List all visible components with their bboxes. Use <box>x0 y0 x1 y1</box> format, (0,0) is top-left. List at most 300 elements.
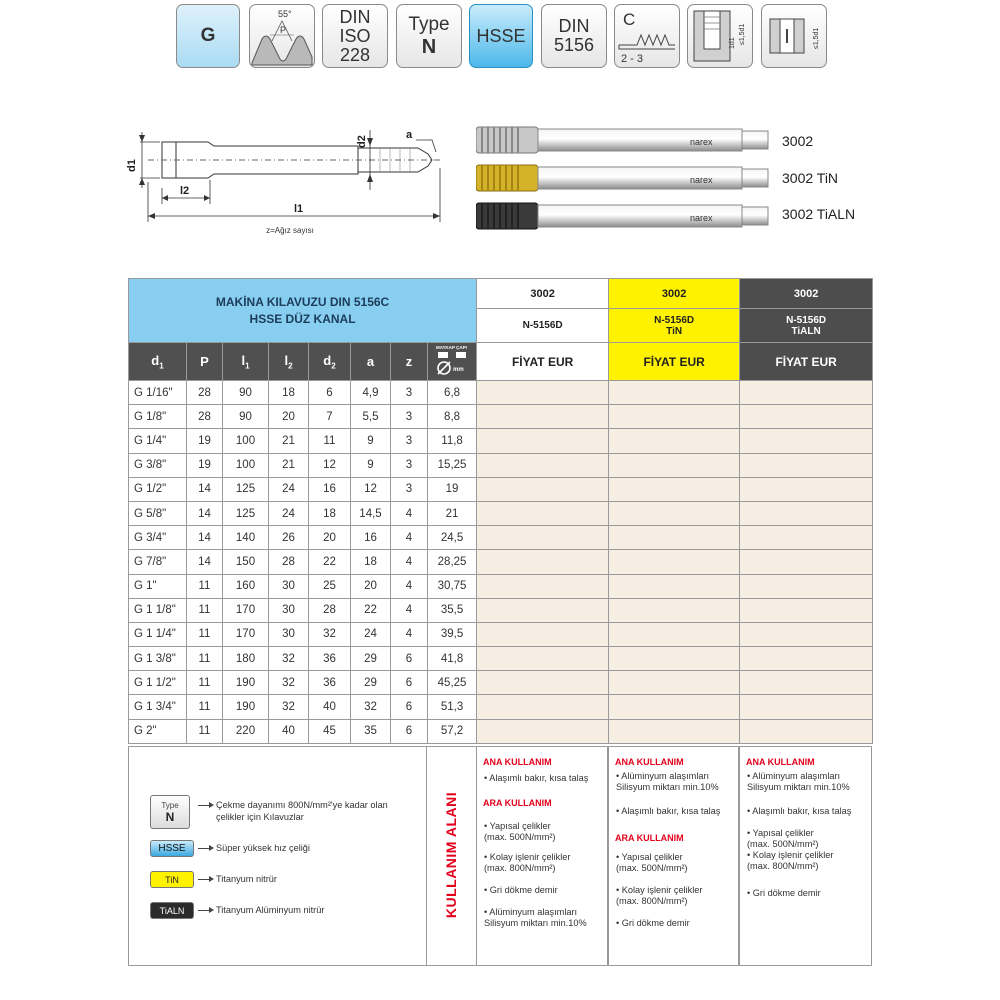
product-code-tialn: 3002 <box>740 279 873 309</box>
table-cell: 6 <box>391 719 428 743</box>
badge-through-hole <box>761 4 827 68</box>
table-cell: 30 <box>269 622 309 646</box>
table-cell: 32 <box>269 695 309 719</box>
usage-item: • Alüminyum alaşımları Silisyum miktarı min.10% <box>616 771 719 792</box>
dim-label-d1: d1 <box>126 159 138 172</box>
table-cell: 20 <box>269 405 309 429</box>
table-row <box>129 671 873 695</box>
price-cell <box>609 405 740 429</box>
table-cell: 4,9 <box>351 381 391 405</box>
table-cell: 19 <box>187 453 223 477</box>
table-cell: 4 <box>391 501 428 525</box>
legend-badge-type-n <box>150 795 190 829</box>
usage-item: • Gri dökme demir <box>616 918 690 928</box>
table-cell: 29 <box>351 671 391 695</box>
price-cell <box>477 574 609 598</box>
table-cell: 19 <box>428 477 477 501</box>
variant-plain-line1: N-5156D <box>522 320 563 331</box>
price-cell <box>609 526 740 550</box>
table-cell: 8,8 <box>428 405 477 429</box>
usage-item: • Alüminyum alaşımları Silisyum miktarı min.10% <box>484 907 587 928</box>
table-cell: G 7/8" <box>129 550 187 574</box>
usage-item: • Kolay işlenir çelikler (max. 800N/mm²) <box>747 850 834 871</box>
table-row <box>129 647 873 671</box>
tap-photo-tialn <box>476 203 768 229</box>
col-l2-main: l <box>284 352 289 368</box>
table-cell: G 1 1/2" <box>129 671 187 695</box>
badge-din-iso-label: DIN ISO 228 <box>339 6 371 65</box>
price-cell <box>609 477 740 501</box>
col-l1-main: l <box>241 352 246 368</box>
usage-column-plain <box>476 746 608 966</box>
table-cell: 3 <box>391 429 428 453</box>
legend-text-tin: Titanyum nitrür <box>216 874 277 884</box>
tap-label-3002-tin: 3002 TiN <box>782 170 839 186</box>
price-cell <box>609 647 740 671</box>
table-row <box>129 381 873 405</box>
table-row <box>129 550 873 574</box>
table-cell: G 3/8" <box>129 453 187 477</box>
table-cell: 3 <box>391 381 428 405</box>
hole1-dim-outer: ≤1,5d1 <box>739 23 746 45</box>
chamfer-range: 2 - 3 <box>621 53 644 65</box>
legend-arrow-4 <box>198 910 212 911</box>
table-cell: 100 <box>223 453 269 477</box>
usage-area-label: KULLANIM ALANI <box>443 791 459 919</box>
table-cell: 24 <box>351 622 391 646</box>
table-cell: 51,3 <box>428 695 477 719</box>
table-cell: 7 <box>309 405 351 429</box>
badge-din-5156 <box>541 4 607 68</box>
table-cell: 24,5 <box>428 526 477 550</box>
price-cell <box>609 429 740 453</box>
table-cell: 125 <box>223 501 269 525</box>
table-cell: 32 <box>309 622 351 646</box>
product-table <box>128 278 873 744</box>
price-cell <box>740 429 873 453</box>
table-cell: 26 <box>269 526 309 550</box>
col-l1-sub: 1 <box>245 361 250 371</box>
table-cell: 24 <box>269 477 309 501</box>
table-cell: 14,5 <box>351 501 391 525</box>
badge-hsse-label: HSSE <box>476 25 526 46</box>
table-cell: 90 <box>223 405 269 429</box>
price-cell <box>477 695 609 719</box>
dim-label-l2: l2 <box>180 185 190 197</box>
price-header-plain: FİYAT EUR <box>477 343 609 381</box>
badge-g-thread <box>176 4 240 68</box>
usage-item: • Alüminyum alaşımları Silisyum miktarı min.10% <box>747 771 850 792</box>
table-cell: G 1" <box>129 574 187 598</box>
hole2-dim: ≤1,5d1 <box>813 27 820 49</box>
table-cell: 41,8 <box>428 647 477 671</box>
thread-angle-label: 55° <box>278 9 292 19</box>
table-cell: G 3/4" <box>129 526 187 550</box>
legend-badge-type-label: Type <box>161 800 179 810</box>
usage-item: • Gri dökme demir <box>484 885 558 895</box>
legend-text-hsse: Süper yüksek hız çeliği <box>216 843 310 853</box>
chamfer-letter: C <box>623 10 636 29</box>
table-cell: 14 <box>187 550 223 574</box>
price-cell <box>477 598 609 622</box>
dim-label-d2: d2 <box>356 135 368 148</box>
table-cell: G 1/2" <box>129 477 187 501</box>
table-column-headers <box>129 343 873 381</box>
table-cell: 12 <box>351 477 391 501</box>
usage-item: • Alaşımlı bakır, kısa talaş <box>747 806 852 816</box>
price-cell <box>477 647 609 671</box>
table-cell: G 5/8" <box>129 501 187 525</box>
price-cell <box>740 622 873 646</box>
table-cell: 35 <box>351 719 391 743</box>
usage-item: • Yapısal çelikler (max. 500N/mm²) <box>484 821 556 842</box>
table-cell: 32 <box>351 695 391 719</box>
table-row <box>129 453 873 477</box>
price-cell <box>740 598 873 622</box>
table-cell: 29 <box>351 647 391 671</box>
tap-photo-tin <box>476 165 768 191</box>
price-cell <box>477 381 609 405</box>
table-cell: G 2" <box>129 719 187 743</box>
price-cell <box>477 550 609 574</box>
table-cell: 14 <box>187 477 223 501</box>
table-row <box>129 719 873 743</box>
badge-hsse <box>469 4 533 68</box>
usage-heading: ARA KULLANIM <box>615 833 684 843</box>
table-cell: 140 <box>223 526 269 550</box>
price-cell <box>740 405 873 429</box>
chamfer-icon <box>615 5 679 67</box>
product-code-plain: 3002 <box>477 279 609 309</box>
price-cell <box>609 695 740 719</box>
variant-tin-line2: TiN <box>666 325 683 337</box>
product-variant-tialn <box>740 309 873 343</box>
price-header-tin: FİYAT EUR <box>609 343 740 381</box>
usage-column-tialn <box>739 746 872 966</box>
usage-area-label-cell <box>427 746 476 966</box>
price-cell <box>740 501 873 525</box>
price-cell <box>740 381 873 405</box>
table-cell: 4 <box>391 526 428 550</box>
table-cell: 11 <box>187 574 223 598</box>
table-cell: 170 <box>223 598 269 622</box>
col-d2-sub: 2 <box>331 361 336 371</box>
product-variant-tin <box>609 309 740 343</box>
badge-din-label: DIN 5156 <box>553 16 595 55</box>
legend-badge-hsse: HSSE <box>150 840 194 857</box>
table-cell: G 1 3/8" <box>129 647 187 671</box>
tap-brand-tin: narex <box>690 175 713 185</box>
price-cell <box>477 477 609 501</box>
table-title-line1: MAKİNA KILAVUZU DIN 5156C <box>215 294 390 309</box>
col-d1-sub: 1 <box>159 361 164 371</box>
legend-badge-type-value: N <box>165 809 175 824</box>
price-cell <box>740 550 873 574</box>
table-cell: 6 <box>391 671 428 695</box>
col-d2-main: d <box>323 352 332 368</box>
price-cell <box>740 719 873 743</box>
table-cell: 190 <box>223 671 269 695</box>
table-cell: 30 <box>269 598 309 622</box>
table-cell: 4 <box>391 550 428 574</box>
table-row <box>129 526 873 550</box>
table-row <box>129 622 873 646</box>
usage-item: • Alaşımlı bakır, kısa talaş <box>616 806 721 816</box>
price-cell <box>609 453 740 477</box>
table-row <box>129 695 873 719</box>
tap-label-3002: 3002 <box>782 133 814 149</box>
col-header-d1 <box>129 343 187 381</box>
table-cell: 150 <box>223 550 269 574</box>
table-cell: 36 <box>309 671 351 695</box>
price-cell <box>477 501 609 525</box>
variant-tialn-line1: N-5156D <box>786 314 827 326</box>
price-cell <box>609 671 740 695</box>
table-cell: 4 <box>391 574 428 598</box>
table-cell: 40 <box>269 719 309 743</box>
legend-arrow-2 <box>198 848 212 849</box>
table-cell: G 1/8" <box>129 405 187 429</box>
price-cell <box>477 622 609 646</box>
col-header-l1 <box>223 343 269 381</box>
table-cell: 11 <box>309 429 351 453</box>
legend-arrow-3 <box>198 879 212 880</box>
table-cell: 21 <box>269 453 309 477</box>
table-cell: 20 <box>309 526 351 550</box>
variant-tialn-line2: TiALN <box>791 325 821 337</box>
table-row <box>129 598 873 622</box>
legend-box <box>128 746 427 966</box>
table-row <box>129 477 873 501</box>
usage-heading: ARA KULLANIM <box>483 798 552 808</box>
table-cell: 35,5 <box>428 598 477 622</box>
table-cell: 100 <box>223 429 269 453</box>
table-cell: 16 <box>309 477 351 501</box>
table-cell: 11 <box>187 647 223 671</box>
table-cell: 11 <box>187 719 223 743</box>
table-cell: 11 <box>187 695 223 719</box>
table-cell: 11 <box>187 622 223 646</box>
table-cell: 18 <box>351 550 391 574</box>
price-cell <box>477 671 609 695</box>
table-cell: 25 <box>309 574 351 598</box>
table-cell: 9 <box>351 429 391 453</box>
table-cell: 90 <box>223 381 269 405</box>
price-cell <box>740 453 873 477</box>
price-cell <box>477 453 609 477</box>
usage-heading: ANA KULLANIM <box>483 757 552 767</box>
table-row <box>129 574 873 598</box>
tap-brand-plain: narex <box>690 137 713 147</box>
price-cell <box>609 574 740 598</box>
through-hole-icon <box>762 5 826 67</box>
price-cell <box>740 695 873 719</box>
table-cell: 22 <box>351 598 391 622</box>
legend-badge-tin: TiN <box>150 871 194 888</box>
table-row <box>129 405 873 429</box>
table-cell: 220 <box>223 719 269 743</box>
badge-type-label: Type <box>408 14 450 35</box>
table-cell: 14 <box>187 501 223 525</box>
dim-label-l1: l1 <box>294 203 304 215</box>
table-cell: 32 <box>269 647 309 671</box>
price-cell <box>740 526 873 550</box>
price-cell <box>609 501 740 525</box>
table-cell: 45,25 <box>428 671 477 695</box>
table-cell: 18 <box>309 501 351 525</box>
drill-unit-label: mm <box>453 367 464 373</box>
price-cell <box>609 381 740 405</box>
table-cell: 4 <box>391 598 428 622</box>
table-cell: 12 <box>309 453 351 477</box>
table-header-codes <box>129 279 873 309</box>
tap-dimension-drawing <box>118 118 448 238</box>
price-cell <box>477 719 609 743</box>
badge-blind-hole <box>687 4 753 68</box>
usage-heading: ANA KULLANIM <box>746 757 815 767</box>
table-cell: 36 <box>309 647 351 671</box>
thread-profile-icon <box>250 5 314 67</box>
table-cell: 28,25 <box>428 550 477 574</box>
legend-text-tialn: Titanyum Alüminyum nitrür <box>216 905 325 915</box>
usage-column-tin <box>608 746 739 966</box>
table-cell: 3 <box>391 453 428 477</box>
col-header-z: z <box>391 343 428 381</box>
table-cell: 6,8 <box>428 381 477 405</box>
price-cell <box>609 598 740 622</box>
product-code-tin: 3002 <box>609 279 740 309</box>
legend-arrow-1 <box>198 805 212 806</box>
table-cell: 6 <box>391 647 428 671</box>
table-body <box>129 381 873 744</box>
price-cell <box>740 477 873 501</box>
table-cell: 40 <box>309 695 351 719</box>
table-cell: 28 <box>187 381 223 405</box>
table-cell: 9 <box>351 453 391 477</box>
table-cell: 11 <box>187 598 223 622</box>
table-cell: 170 <box>223 622 269 646</box>
thread-pitch-label: P <box>280 25 287 35</box>
table-cell: 28 <box>187 405 223 429</box>
col-header-drill <box>428 343 477 381</box>
table-row <box>129 429 873 453</box>
table-cell: 16 <box>351 526 391 550</box>
table-cell: 11,8 <box>428 429 477 453</box>
price-cell <box>740 574 873 598</box>
table-cell: G 1 1/8" <box>129 598 187 622</box>
col-header-l2 <box>269 343 309 381</box>
table-cell: 125 <box>223 477 269 501</box>
table-cell: 6 <box>391 695 428 719</box>
price-cell <box>477 429 609 453</box>
table-cell: 14 <box>187 526 223 550</box>
badge-thread-profile <box>249 4 315 68</box>
table-cell: 18 <box>269 381 309 405</box>
price-header-tialn: FİYAT EUR <box>740 343 873 381</box>
table-cell: 30 <box>269 574 309 598</box>
variant-tin-line1: N-5156D <box>654 314 695 326</box>
table-cell: 3 <box>391 477 428 501</box>
table-cell: 22 <box>309 550 351 574</box>
col-header-p: P <box>187 343 223 381</box>
table-cell: 4 <box>391 622 428 646</box>
table-cell: 20 <box>351 574 391 598</box>
drill-top-label: MATKAP ÇAPI <box>436 345 467 350</box>
table-cell: 11 <box>187 671 223 695</box>
badge-type-value: N <box>421 36 437 58</box>
legend-badge-tialn: TiALN <box>150 902 194 919</box>
table-cell: 21 <box>269 429 309 453</box>
price-cell <box>740 647 873 671</box>
table-row <box>129 501 873 525</box>
table-cell: G 1 1/4" <box>129 622 187 646</box>
drill-diameter-icon <box>434 343 470 377</box>
tap-photos <box>476 123 772 235</box>
price-cell <box>609 719 740 743</box>
usage-item: • Kolay işlenir çelikler (max. 800N/mm²) <box>616 885 703 906</box>
table-cell: 19 <box>187 429 223 453</box>
col-d1-main: d <box>151 352 160 368</box>
table-cell: 39,5 <box>428 622 477 646</box>
table-cell: G 1 3/4" <box>129 695 187 719</box>
price-cell <box>477 526 609 550</box>
price-cell <box>609 550 740 574</box>
col-header-a: a <box>351 343 391 381</box>
usage-item: • Yapısal çelikler (max. 500N/mm²) <box>616 852 688 873</box>
col-header-d2 <box>309 343 351 381</box>
table-cell: 6 <box>309 381 351 405</box>
table-cell: 15,25 <box>428 453 477 477</box>
table-cell: 160 <box>223 574 269 598</box>
badge-g-label: G <box>200 25 216 46</box>
price-cell <box>477 405 609 429</box>
table-cell: G 1/16" <box>129 381 187 405</box>
col-l2-sub: 2 <box>288 361 293 371</box>
table-cell: 30,75 <box>428 574 477 598</box>
table-cell: 180 <box>223 647 269 671</box>
blind-hole-icon <box>688 5 752 67</box>
tap-brand-tialn: narex <box>690 213 713 223</box>
table-cell: 57,2 <box>428 719 477 743</box>
usage-item: • Yapısal çelikler (max. 500N/mm²) <box>747 828 819 849</box>
table-cell: 5,5 <box>351 405 391 429</box>
tap-photo-plain <box>476 127 768 153</box>
badge-din-iso-228 <box>322 4 388 68</box>
table-cell: G 1/4" <box>129 429 187 453</box>
table-title <box>129 279 477 343</box>
price-cell <box>740 671 873 695</box>
price-cell <box>609 622 740 646</box>
tap-label-3002-tialn: 3002 TiALN <box>782 206 856 222</box>
legend-text-type-n: Çekme dayanımı 800N/mm²'ye kadar olan çelikler için Kılavuzlar <box>216 800 388 822</box>
dim-label-a: a <box>406 129 413 141</box>
table-cell: 24 <box>269 501 309 525</box>
table-cell: 32 <box>269 671 309 695</box>
table-cell: 3 <box>391 405 428 429</box>
product-variant-plain <box>477 309 609 343</box>
table-cell: 45 <box>309 719 351 743</box>
badge-type-n <box>396 4 462 68</box>
table-title-line2: HSSE DÜZ KANAL <box>249 311 356 326</box>
badge-chamfer-c <box>614 4 680 68</box>
usage-heading: ANA KULLANIM <box>615 757 684 767</box>
drawing-caption: z=Ağız sayısı <box>266 226 314 235</box>
table-cell: 28 <box>269 550 309 574</box>
table-cell: 28 <box>309 598 351 622</box>
usage-item: • Alaşımlı bakır, kısa talaş <box>484 773 589 783</box>
usage-item: • Gri dökme demir <box>747 888 821 898</box>
table-cell: 21 <box>428 501 477 525</box>
